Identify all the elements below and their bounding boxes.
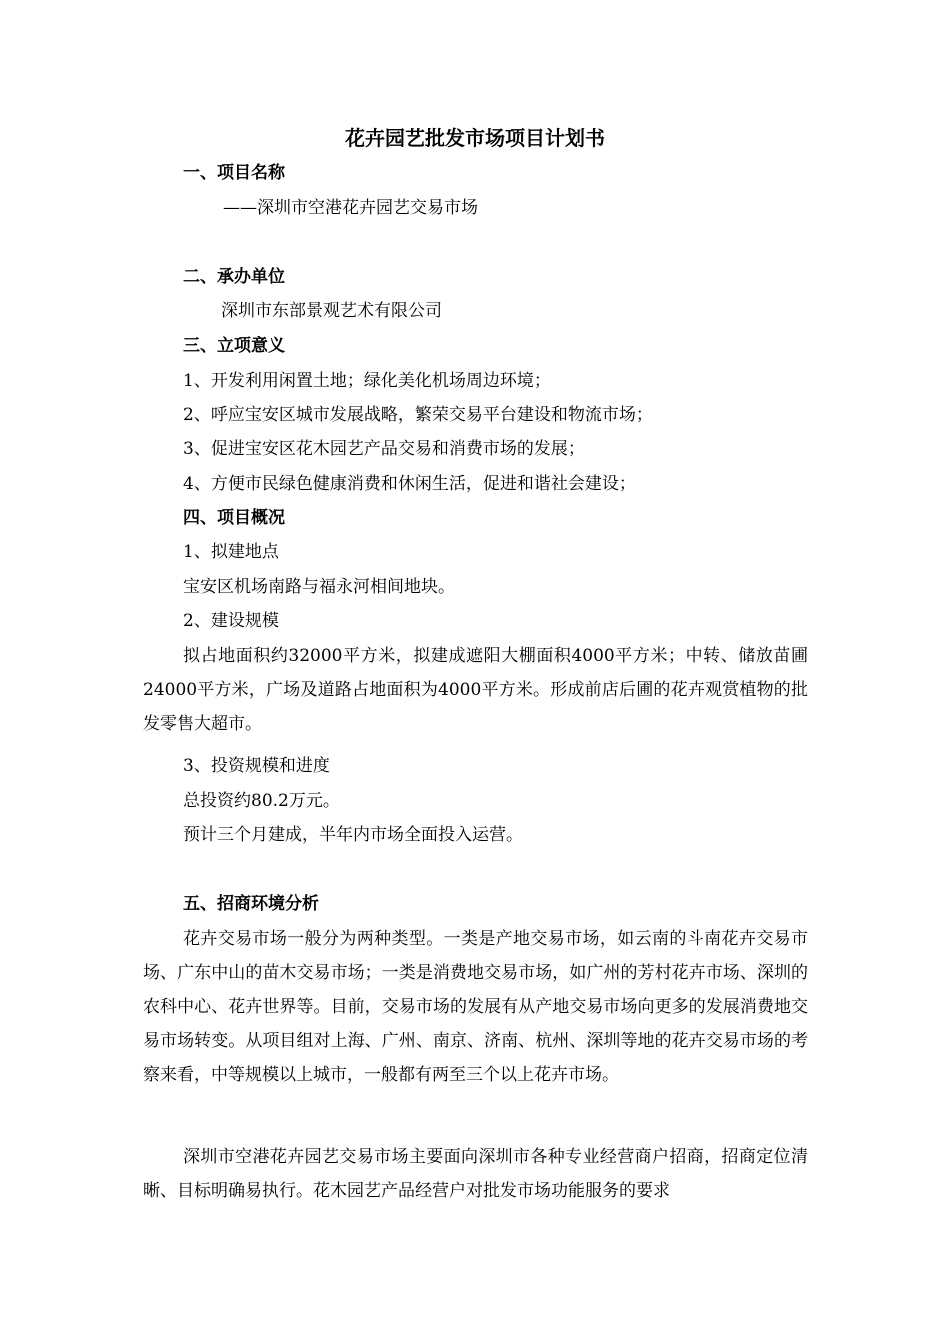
organizer-name: 深圳市东部景观艺术有限公司 [221,301,442,321]
significance-item-4: 4、方便市民绿色健康消费和休闲生活，促进和谐社会建设； [183,474,636,494]
document-title: 花卉园艺批发市场项目计划书 [345,126,605,150]
section-5-heading: 五、招商环境分析 [183,894,319,914]
section-3-heading: 三、立项意义 [183,336,285,356]
location-text: 宝安区机场南路与福永河相间地块。 [183,577,455,597]
investment-title: 3、投资规模和进度 [183,756,330,776]
market-analysis-paragraph-1: 花卉交易市场一般分为两种类型。一类是产地交易市场，如云南的斗南花卉交易市场、广东中山的苗木交易市场；一类是消费地交易市场，如广州的芳村花卉市场、深圳的农科中心、花卉世界等。目前，交易市场的发展有从产地交易市场向更多的发展消费地交易市场转变。从项目组对上海、广州、南京、济南、杭州、深圳等地的花卉交易市场的考察来看，中等规模以上城市，一般都有两至三个以上花卉市场。 [143,929,808,1085]
significance-item-1: 1、开发利用闲置土地；绿化美化机场周边环境； [183,371,551,391]
section-4-heading: 四、项目概况 [183,508,285,528]
significance-item-3: 3、促进宝安区花木园艺产品交易和消费市场的发展； [183,439,585,459]
section-2-heading: 二、承办单位 [183,267,285,287]
section-1-heading: 一、项目名称 [183,163,285,183]
location-title: 1、拟建地点 [183,542,279,562]
scale-paragraph: 拟占地面积约32000平方米，拟建成遮阳大棚面积4000平方米；中转、储放苗圃24000平方米，广场及道路占地面积为4000平方米。形成前店后圃的花卉观赏植物的批发零售大超市。 [143,646,808,734]
market-analysis-paragraph-2: 深圳市空港花卉园艺交易市场主要面向深圳市各种专业经营商户招商，招商定位清晰、目标明确易执行。花木园艺产品经营户对批发市场功能服务的要求 [143,1147,808,1201]
investment-schedule: 预计三个月建成，半年内市场全面投入运营。 [183,825,523,845]
project-name: ——深圳市空港花卉园艺交易市场 [223,198,478,218]
scale-title: 2、建设规模 [183,611,279,631]
significance-item-2: 2、呼应宝安区城市发展战略，繁荣交易平台建设和物流市场； [183,405,653,425]
investment-total: 总投资约80.2万元。 [183,791,340,811]
